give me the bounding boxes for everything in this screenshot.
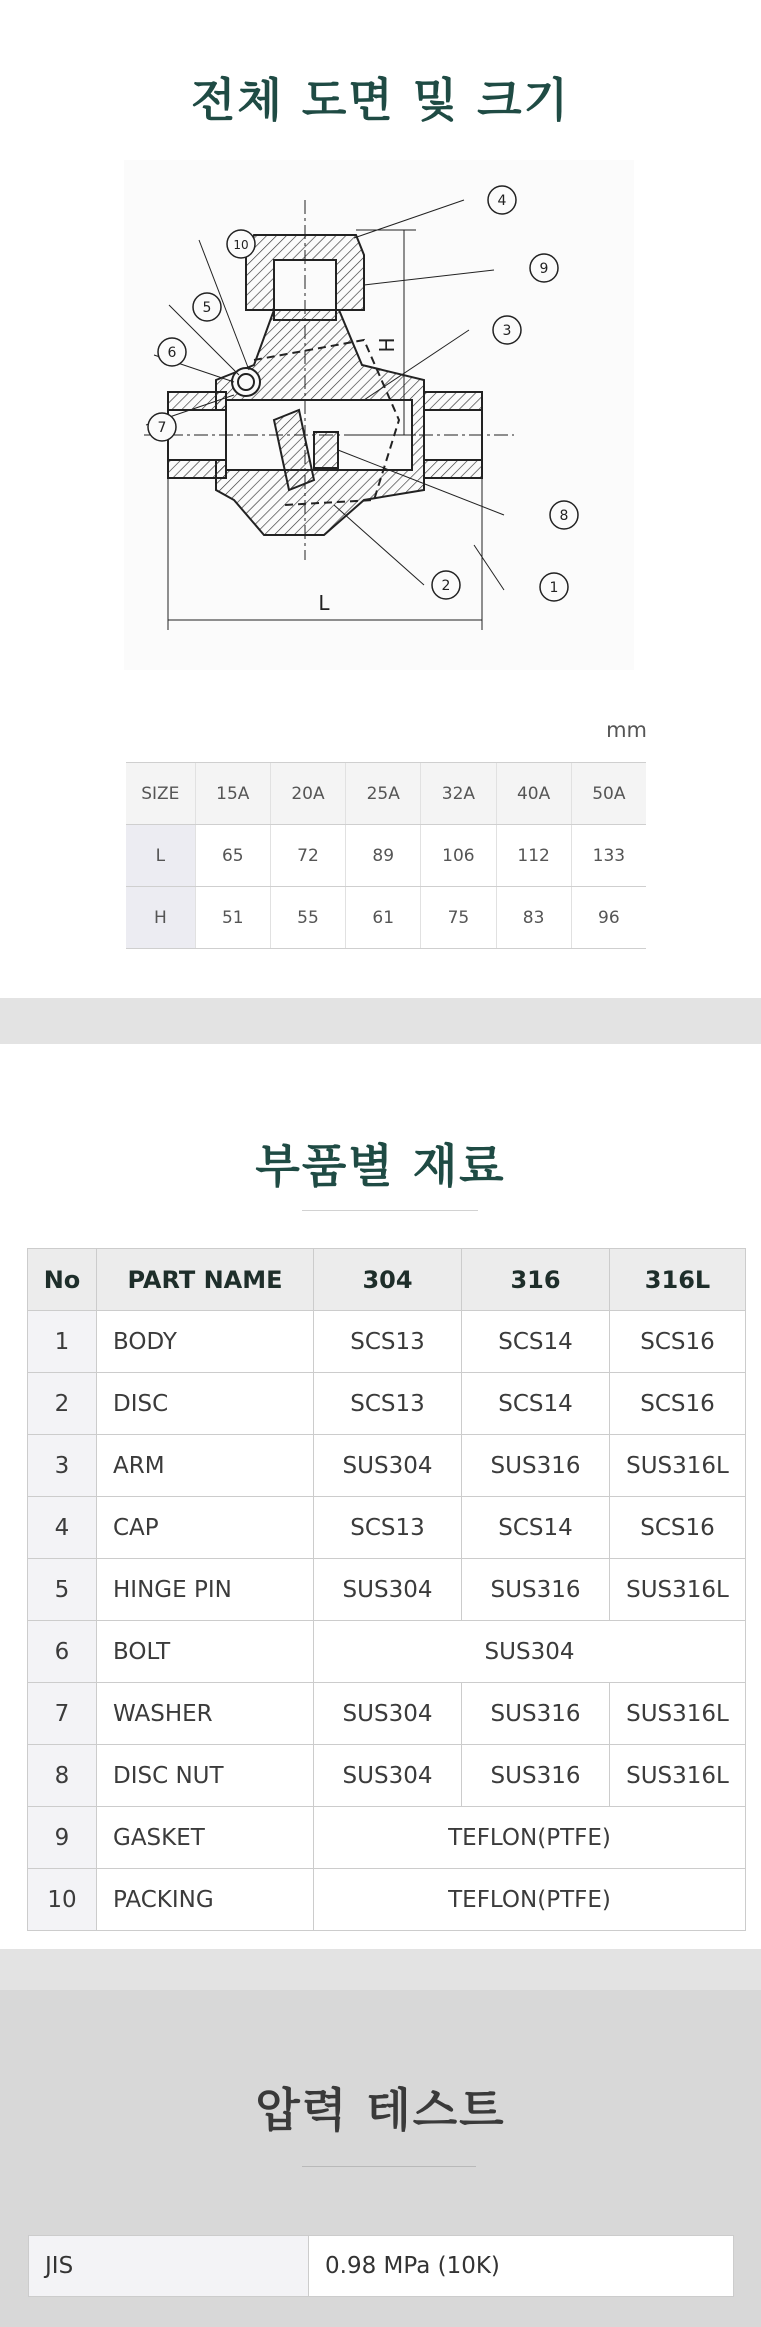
- section-title-pressure: 압력 테스트: [255, 2083, 506, 2137]
- dimension-h-label: H: [375, 337, 399, 353]
- pressure-standard: JIS: [29, 2236, 309, 2297]
- title-divider: [302, 2166, 476, 2167]
- drawing-and-size-section: [0, 0, 761, 998]
- parts-material-section: [0, 1044, 761, 1949]
- table-row: L 65 72 89 106 112 133: [126, 825, 646, 887]
- unit-label: mm: [606, 718, 647, 742]
- title-divider: [302, 1210, 478, 1211]
- pressure-test-section: [0, 1990, 761, 2327]
- parts-material-table: [27, 1248, 746, 1931]
- pressure-value: 0.98 MPa (10K): [309, 2236, 734, 2297]
- table-row: 5 HINGE PIN SUS304 SUS316 SUS316L: [28, 1559, 746, 1621]
- table-header-row: No PART NAME 304 316 316L: [28, 1249, 746, 1311]
- size-table: [126, 762, 646, 949]
- table-row: H 51 55 61 75 83 96: [126, 887, 646, 949]
- svg-text:4: 4: [497, 193, 507, 209]
- table-row: [29, 2236, 734, 2297]
- valve-technical-drawing: [124, 160, 634, 670]
- svg-text:2: 2: [441, 578, 451, 594]
- table-row: 8 DISC NUT SUS304 SUS316 SUS316L: [28, 1745, 746, 1807]
- svg-text:6: 6: [167, 345, 177, 361]
- dimension-l-label: L: [318, 591, 330, 615]
- section-title-parts: 부품별 재료: [255, 1139, 506, 1193]
- table-row: 10 PACKING TEFLON(PTFE): [28, 1869, 746, 1931]
- table-row: 9 GASKET TEFLON(PTFE): [28, 1807, 746, 1869]
- table-row: 1 BODY SCS13 SCS14 SCS16: [28, 1311, 746, 1373]
- svg-text:7: 7: [157, 420, 167, 436]
- table-row: 3 ARM SUS304 SUS316 SUS316L: [28, 1435, 746, 1497]
- table-row: 4 CAP SCS13 SCS14 SCS16: [28, 1497, 746, 1559]
- svg-text:10: 10: [233, 238, 249, 252]
- svg-text:9: 9: [539, 261, 549, 277]
- table-row: SIZE 15A 20A 25A 32A 40A 50A: [126, 763, 646, 825]
- table-row: 2 DISC SCS13 SCS14 SCS16: [28, 1373, 746, 1435]
- svg-text:8: 8: [559, 508, 569, 524]
- section-title-drawing: 전체 도면 및 크기: [190, 73, 571, 127]
- svg-text:5: 5: [202, 300, 212, 316]
- pressure-test-table: [28, 2235, 734, 2297]
- svg-text:3: 3: [502, 323, 512, 339]
- svg-text:1: 1: [549, 580, 559, 596]
- table-row: 7 WASHER SUS304 SUS316 SUS316L: [28, 1683, 746, 1745]
- table-row: 6 BOLT SUS304: [28, 1621, 746, 1683]
